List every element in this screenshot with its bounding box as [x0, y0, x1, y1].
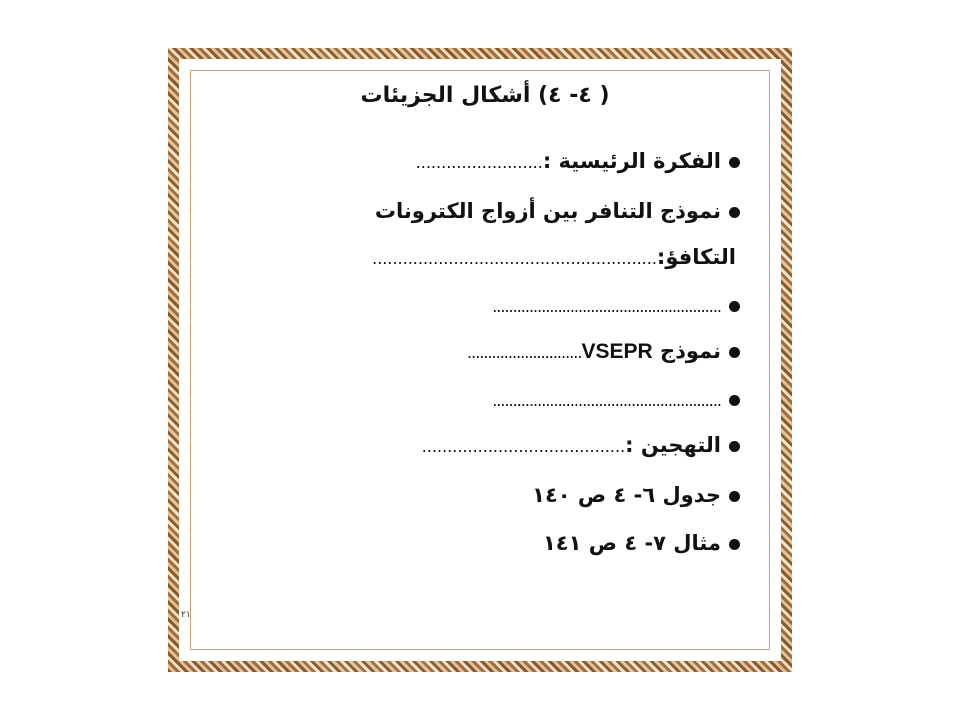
- bullet-line-repulsion-model: [375, 196, 740, 226]
- vsepr-label: VSEPR: [581, 340, 653, 363]
- page-number: ٢١: [181, 610, 191, 620]
- bullet-icon: [729, 539, 740, 550]
- bullet-line-table-ref: [532, 480, 740, 510]
- line-label: الفكرة الرئيسية :: [542, 149, 721, 173]
- line-label: نموذج: [652, 339, 721, 363]
- section-title: ( ٤- ٤) أشكال الجزيئات: [360, 83, 610, 108]
- bullet-line-blank-2: [492, 384, 740, 416]
- bullet-icon: [729, 491, 740, 502]
- fill-dots: .........................: [415, 153, 543, 172]
- bullet-icon: [729, 441, 740, 452]
- line-label: نموذج التنافر بين أزواج الكترونات: [374, 199, 721, 223]
- bullet-line-example-ref: [543, 528, 740, 558]
- line-valence: [372, 242, 736, 274]
- fill-dots: ........................................................: [492, 391, 721, 410]
- bullet-line-main-idea: [416, 146, 740, 178]
- fill-dots: ........................................................: [492, 297, 721, 316]
- bullet-line-vsepr: [467, 336, 740, 368]
- fill-dots: ........................................................: [372, 249, 657, 268]
- bullet-icon: [729, 301, 740, 312]
- bullet-icon: [729, 395, 740, 406]
- line-label: مثال ٧- ٤ ص ١٤١: [542, 531, 721, 555]
- fill-dots: ............................: [467, 343, 582, 362]
- bullet-line-hybridization: [422, 430, 740, 462]
- line-label: التهجين :: [625, 433, 721, 457]
- bullet-icon: [729, 157, 740, 168]
- line-label: التكافؤ:: [656, 245, 736, 269]
- line-label: جدول ٦- ٤ ص ١٤٠: [532, 483, 721, 507]
- bullet-line-blank-1: [492, 290, 740, 322]
- bullet-icon: [729, 207, 740, 218]
- bullet-icon: [729, 347, 740, 358]
- fill-dots: ........................................: [421, 437, 626, 456]
